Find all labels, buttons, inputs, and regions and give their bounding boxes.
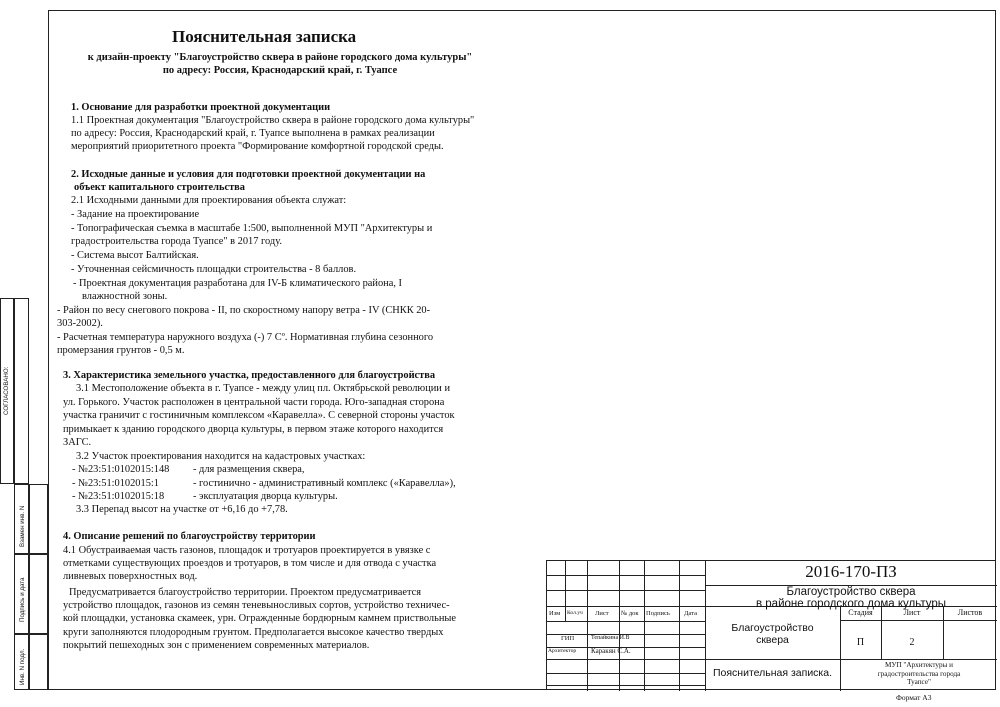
body-line: 2.1 Исходными данными для проектирования объекта служат: xyxy=(71,195,347,206)
object-name xyxy=(705,622,840,646)
inv-orig-value-cell xyxy=(29,634,48,690)
body-line: по адресу: Россия, Краснодарский край, г. Туапсе выполнена в рамках реализации xyxy=(71,128,435,139)
col-header-kol-uch: Кол.уч xyxy=(567,610,583,616)
body-line: 3.2 Участок проектирования находится на кадастровых участках: xyxy=(76,451,366,462)
doc-subtitle-line-2: по адресу: Россия, Краснодарский край, г. Туапсе xyxy=(162,65,398,76)
body-line: - Уточненная сейсмичность площадки строительства - 8 баллов. xyxy=(71,264,357,275)
body-line: мероприятий приоритетного проекта "Формирование комфортной городской среды. xyxy=(71,141,444,152)
organization-line-3: Туапсе" xyxy=(907,678,931,686)
inv-orig-label: Инв. N подл. xyxy=(19,648,26,685)
cadastral-purpose: - для размещения сквера, xyxy=(193,464,305,475)
body-line: 3.1 Местоположение объекта в г. Туапсе - между улиц пл. Октябрьской революции и xyxy=(76,383,451,394)
cadastral-purpose: - гостинично - административный комплекс («Каравелла»), xyxy=(193,478,456,489)
replace-inv-value-cell xyxy=(29,484,48,554)
organization-line-1: МУП "Архитектуры и xyxy=(884,661,954,669)
body-line: 3.3 Перепад высот на участке от +6,16 до +7,78. xyxy=(76,504,288,515)
document-code: 2016-170-ПЗ xyxy=(805,562,897,581)
section-3-heading: 3. Характеристика земельного участка, предоставленного для благоустройства xyxy=(63,370,436,381)
body-line: 1.1 Проектная документация "Благоустройство сквера в районе городского дома культуры" xyxy=(71,115,475,126)
body-line: - Проектная документация разработана для IV-Б климатического района, I xyxy=(73,278,403,289)
body-line: кой площадки, установка скамеек, урн. Огражденные бордюрным камнем приствольные xyxy=(63,613,456,624)
col-header-date: Дата xyxy=(684,610,697,617)
body-line: - Район по весу снегового покрова - II, по скоростному напору ветра - IV (СНКК 20- xyxy=(57,305,431,316)
col-header-list: Лист xyxy=(595,610,609,617)
page-title: Пояснительная записка xyxy=(172,27,357,46)
sheets-header: Листов xyxy=(957,608,983,617)
body-line: покрытий пешеходных зон с применением современных материалов. xyxy=(63,640,370,651)
person-architect: Каракян С.А. xyxy=(591,647,631,655)
replace-inv-label: Взамен инв. N xyxy=(19,505,26,547)
sheet-value: 2 xyxy=(909,637,915,648)
body-line: ЗАГС. xyxy=(63,437,92,448)
body-line: - Задание на проектирование xyxy=(71,209,200,220)
agreed-label: СОГЛАСОВАНО: xyxy=(3,366,10,415)
doc-subtitle-line-1: к дизайн-проекту "Благоустройство сквера в районе городского дома культуры" xyxy=(87,52,473,63)
section-2-heading: 2. Исходные данные и условия для подготовки проектной документации на xyxy=(71,169,426,180)
body-line: ливневых поверхностных вод. xyxy=(63,571,198,582)
section-2-heading-cont: объект капитального строительства xyxy=(74,182,245,193)
cadastral-number: - №23:51:0102015:1 xyxy=(72,478,159,489)
body-line: - Расчетная температура наружного воздуха (-) 7 Cº. Нормативная глубина сезонного xyxy=(57,332,434,343)
col-header-doc-no: № док xyxy=(621,610,639,617)
body-line: - Топографическая съемка в масштабе 1:500, выполненной МУП "Архитектуры и xyxy=(71,223,433,234)
stage-value: П xyxy=(856,637,865,648)
agreed-cell-2 xyxy=(14,298,29,484)
organization-line-2: градостроительства города xyxy=(877,669,961,678)
body-line: 4.1 Обустраиваемая часть газонов, площадок и тротуаров проектируется в увязке с xyxy=(63,545,431,556)
sign-date-value-cell xyxy=(29,554,48,634)
cadastral-purpose: - эксплуатация дворца культуры. xyxy=(193,491,338,502)
project-name-line-1: Благоустройство сквера xyxy=(786,586,916,598)
project-name xyxy=(705,586,997,610)
role-architect: Архитектор xyxy=(548,648,577,654)
body-line: 303-2002). xyxy=(57,318,103,329)
col-header-signature: Подпись xyxy=(646,610,670,617)
col-header-izm: Изм xyxy=(549,610,561,617)
body-line: примыкает к зданию городского дворца культуры, в первом этаже которого находится xyxy=(63,424,444,435)
stage-header: Стадия xyxy=(848,608,873,617)
object-name-line-2: сквера xyxy=(756,634,789,646)
project-name-line-2: в районе городского дома культуры xyxy=(755,598,947,610)
body-line: устройство площадок, газонов из семян теневыносливых сортов, устройство техничес- xyxy=(63,600,450,611)
body-line: промерзания грунтов - 0,5 м. xyxy=(57,345,185,356)
body-line: участка граничит с гостиничным комплексом «Каравелла». С северной стороны участок xyxy=(63,410,455,421)
body-line: - Система высот Балтийская. xyxy=(71,250,199,261)
cadastral-number: - №23:51:0102015:148 xyxy=(72,464,170,475)
organization xyxy=(841,661,997,687)
sheet-format: Формат А3 xyxy=(896,693,932,702)
sheet-header: Лист xyxy=(903,608,921,617)
body-line: ул. Горького. Участок расположен в центральной части города. Юго-западная сторона xyxy=(63,397,445,408)
body-line: влажностной зоны. xyxy=(82,291,168,302)
sign-date-label: Подпись и дата xyxy=(19,577,26,622)
section-1-heading: 1. Основание для разработки проектной документации xyxy=(71,102,331,113)
sheet-name: Пояснительная записка. xyxy=(712,667,833,679)
cadastral-number: - №23:51:0102015:18 xyxy=(72,491,165,502)
body-line: Предусматривается благоустройство территории. Проектом предусматривается xyxy=(69,587,422,598)
body-line: круги заполняются плодородным грунтом. Предполагается высокое качество твердых xyxy=(63,627,444,638)
body-line: отметками существующих проездов и тротуаров, в том числе и для отвода с участка xyxy=(63,558,437,569)
object-name-line-1: Благоустройство xyxy=(731,622,814,634)
body-line: градостроительства города Туапсе" в 2017 году. xyxy=(71,236,282,247)
section-4-heading: 4. Описание решений по благоустройству территории xyxy=(63,531,316,542)
person-gip: Тепайкина И.В xyxy=(591,635,630,641)
title-block xyxy=(546,560,996,690)
role-gip: ГИП xyxy=(561,635,575,642)
